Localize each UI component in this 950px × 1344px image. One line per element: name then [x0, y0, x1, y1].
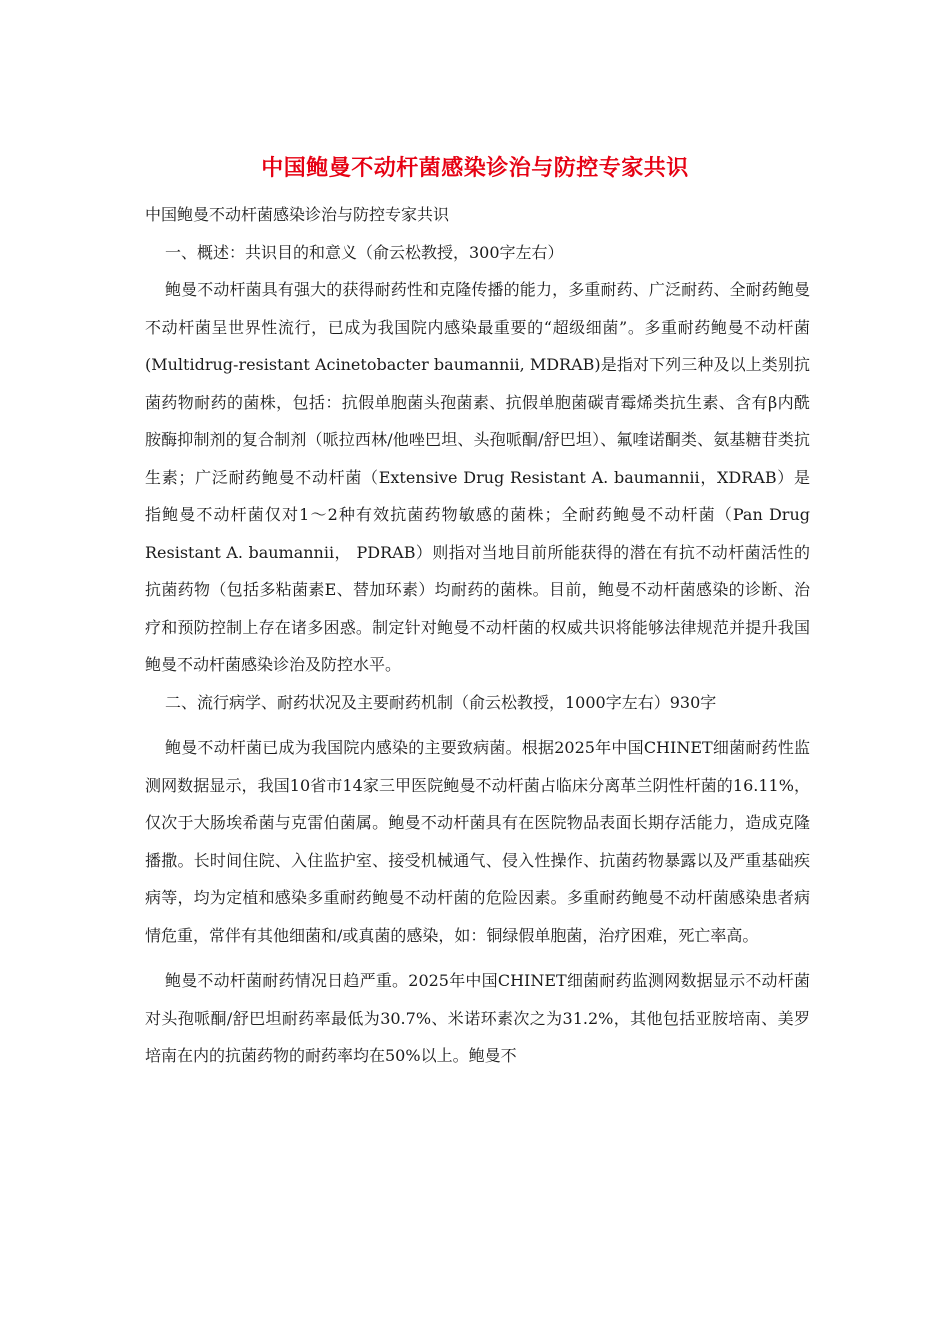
section-heading-epidemiology: 二、流行病学、耐药状况及主要耐药机制（俞云松教授，1000字左右）930字 — [165, 692, 717, 712]
document-title: 中国鲍曼不动杆菌感染诊治与防控专家共识 — [261, 155, 689, 181]
document-subtitle: 中国鲍曼不动杆菌感染诊治与防控专家共识 — [145, 205, 450, 224]
document-body — [145, 196, 810, 1075]
section-heading-overview: 一、概述：共识目的和意义（俞云松教授，300字左右） — [165, 242, 564, 262]
paragraph-resistance: 鲍曼不动杆菌耐药情况日趋严重。2025年中国CHINET细菌耐药监测网数据显示不动杆菌对头孢哌酮/舒巴坦耐药率最低为30.7%、米诺环素次之为31.2%，其他包括亚胺培南、美罗培南在内的抗菌药物的耐药率均在50%以上。鲍曼不 — [145, 971, 810, 1065]
paragraph-epidemiology: 鲍曼不动杆菌已成为我国院内感染的主要致病菌。根据2025年中国CHINET细菌耐药性监测网数据显示，我国10省市14家三甲医院鲍曼不动杆菌占临床分离革兰阴性杆菌的16.11%，仅次于大肠埃希菌与克雷伯菌属。鲍曼不动杆菌具有在医院物品表面长期存活能力，造成克隆播撒。长时间住院、入住监护室、接受机械通气、侵入性操作、抗菌药物暴露以及严重基础疾病等，均为定植和感染多重耐药鲍曼不动杆菌的危险因素。多重耐药鲍曼不动杆菌感染患者病情危重，常伴有其他细菌和/或真菌的感染，如：铜绿假单胞菌，治疗困难，死亡率高。 — [145, 738, 810, 945]
paragraph-overview: 鲍曼不动杆菌具有强大的获得耐药性和克隆传播的能力，多重耐药、广泛耐药、全耐药鲍曼不动杆菌呈世界性流行，已成为我国院内感染最重要的“超级细菌”。多重耐药鲍曼不动杆菌(Multidrug-resistant Acinetobacter baumannii, MDRAB)是指对下列三种及以上类别抗菌药物耐药的菌株，包括：抗假单胞菌头孢菌素、抗假单胞菌碳青霉烯类抗生素、含有β内酰胺酶抑制剂的复合制剂（哌拉西林/他唑巴坦、头孢哌酮/舒巴坦）、氟喹诺酮类、氨基糖苷类抗生素；广泛耐药鲍曼不动杆菌（Extensive Drug Resistant A. baumannii，XDRAB）是指鲍曼不动杆菌仅对1～2种有效抗菌药物敏感的菌株；全耐药鲍曼不动杆菌（Pan Drug Resistant A. baumannii， PDRAB）则指对当地目前所能获得的潜在有抗不动杆菌活性的抗菌药物（包括多粘菌素E、替加环素）均耐药的菌株。目前，鲍曼不动杆菌感染的诊断、治疗和预防控制上存在诸多困惑。制定针对鲍曼不动杆菌的权威共识将能够法律规范并提升我国鲍曼不动杆菌感染诊治及防控水平。 — [145, 280, 810, 674]
